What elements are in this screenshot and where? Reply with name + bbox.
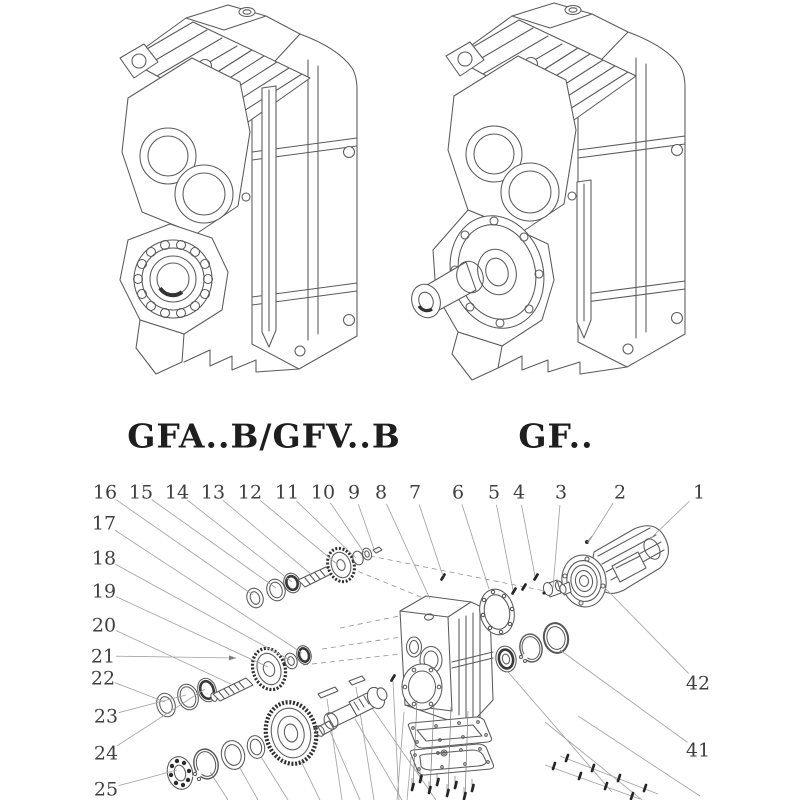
- leader-line-1: [649, 501, 690, 540]
- callout-7: 7: [408, 481, 422, 504]
- leader-line-16: [116, 499, 253, 595]
- model-label-left: GFA..B/GFV..B: [127, 416, 401, 456]
- callout-6: 6: [451, 481, 465, 504]
- callout-11: 11: [274, 481, 300, 504]
- callout-21: 21: [90, 645, 116, 668]
- callout-5: 5: [487, 481, 501, 504]
- callout-41: 41: [685, 739, 711, 762]
- leader-line-5: [496, 505, 513, 590]
- gear-housing: [400, 596, 493, 727]
- leader-line-11: [296, 501, 356, 558]
- callout-20: 20: [91, 614, 117, 637]
- leader-line-18: [115, 564, 290, 660]
- motor-assembly: [558, 526, 669, 611]
- leader-arrowhead: [229, 655, 236, 660]
- leader-line-2: [588, 503, 613, 543]
- leader-line-21: [116, 656, 236, 658]
- callout-22: 22: [90, 667, 116, 690]
- callout-8: 8: [374, 481, 388, 504]
- callout-24: 24: [93, 742, 119, 765]
- callout-23: 23: [93, 705, 119, 728]
- leader-line-12: [260, 500, 337, 564]
- callout-4: 4: [512, 481, 526, 504]
- leader-line-22: [115, 683, 165, 702]
- callout-9: 9: [347, 481, 361, 504]
- gearbox-line-drawing-right: [407, 3, 685, 380]
- callout-18: 18: [91, 547, 117, 570]
- leader-line-10: [330, 503, 365, 554]
- callout-17: 17: [91, 512, 117, 535]
- callout-15: 15: [128, 481, 154, 504]
- leader-line-3: [553, 505, 560, 588]
- leader-line-14: [187, 500, 292, 582]
- leader-line-4: [521, 505, 535, 576]
- callout-19: 19: [91, 580, 117, 603]
- leader-line-9: [358, 504, 374, 549]
- callout-1: 1: [692, 481, 706, 504]
- leader-line-41: [560, 650, 687, 742]
- leader-line-6: [462, 504, 489, 589]
- leader-line-13: [223, 500, 312, 575]
- callout-42: 42: [685, 672, 711, 695]
- model-label-right: GF..: [518, 416, 594, 456]
- output-bearing-face: [134, 240, 213, 318]
- exploded-parts-diagram: [91, 482, 710, 800]
- callout-3: 3: [554, 481, 568, 504]
- callout-25: 25: [93, 778, 119, 800]
- callout-14: 14: [164, 481, 190, 504]
- gasket-covers: [408, 717, 493, 775]
- callout-12: 12: [237, 481, 263, 504]
- callout-16: 16: [92, 481, 118, 504]
- gearbox-line-drawing-left: [120, 5, 357, 374]
- leader-line-15: [152, 500, 276, 588]
- leader-line-42: [604, 587, 689, 674]
- callout-13: 13: [200, 481, 226, 504]
- callout-10: 10: [310, 481, 336, 504]
- leader-line-7: [419, 504, 443, 576]
- callout-2: 2: [613, 481, 627, 504]
- leader-line-23: [119, 695, 186, 713]
- input-shaft-assembly: [244, 545, 382, 610]
